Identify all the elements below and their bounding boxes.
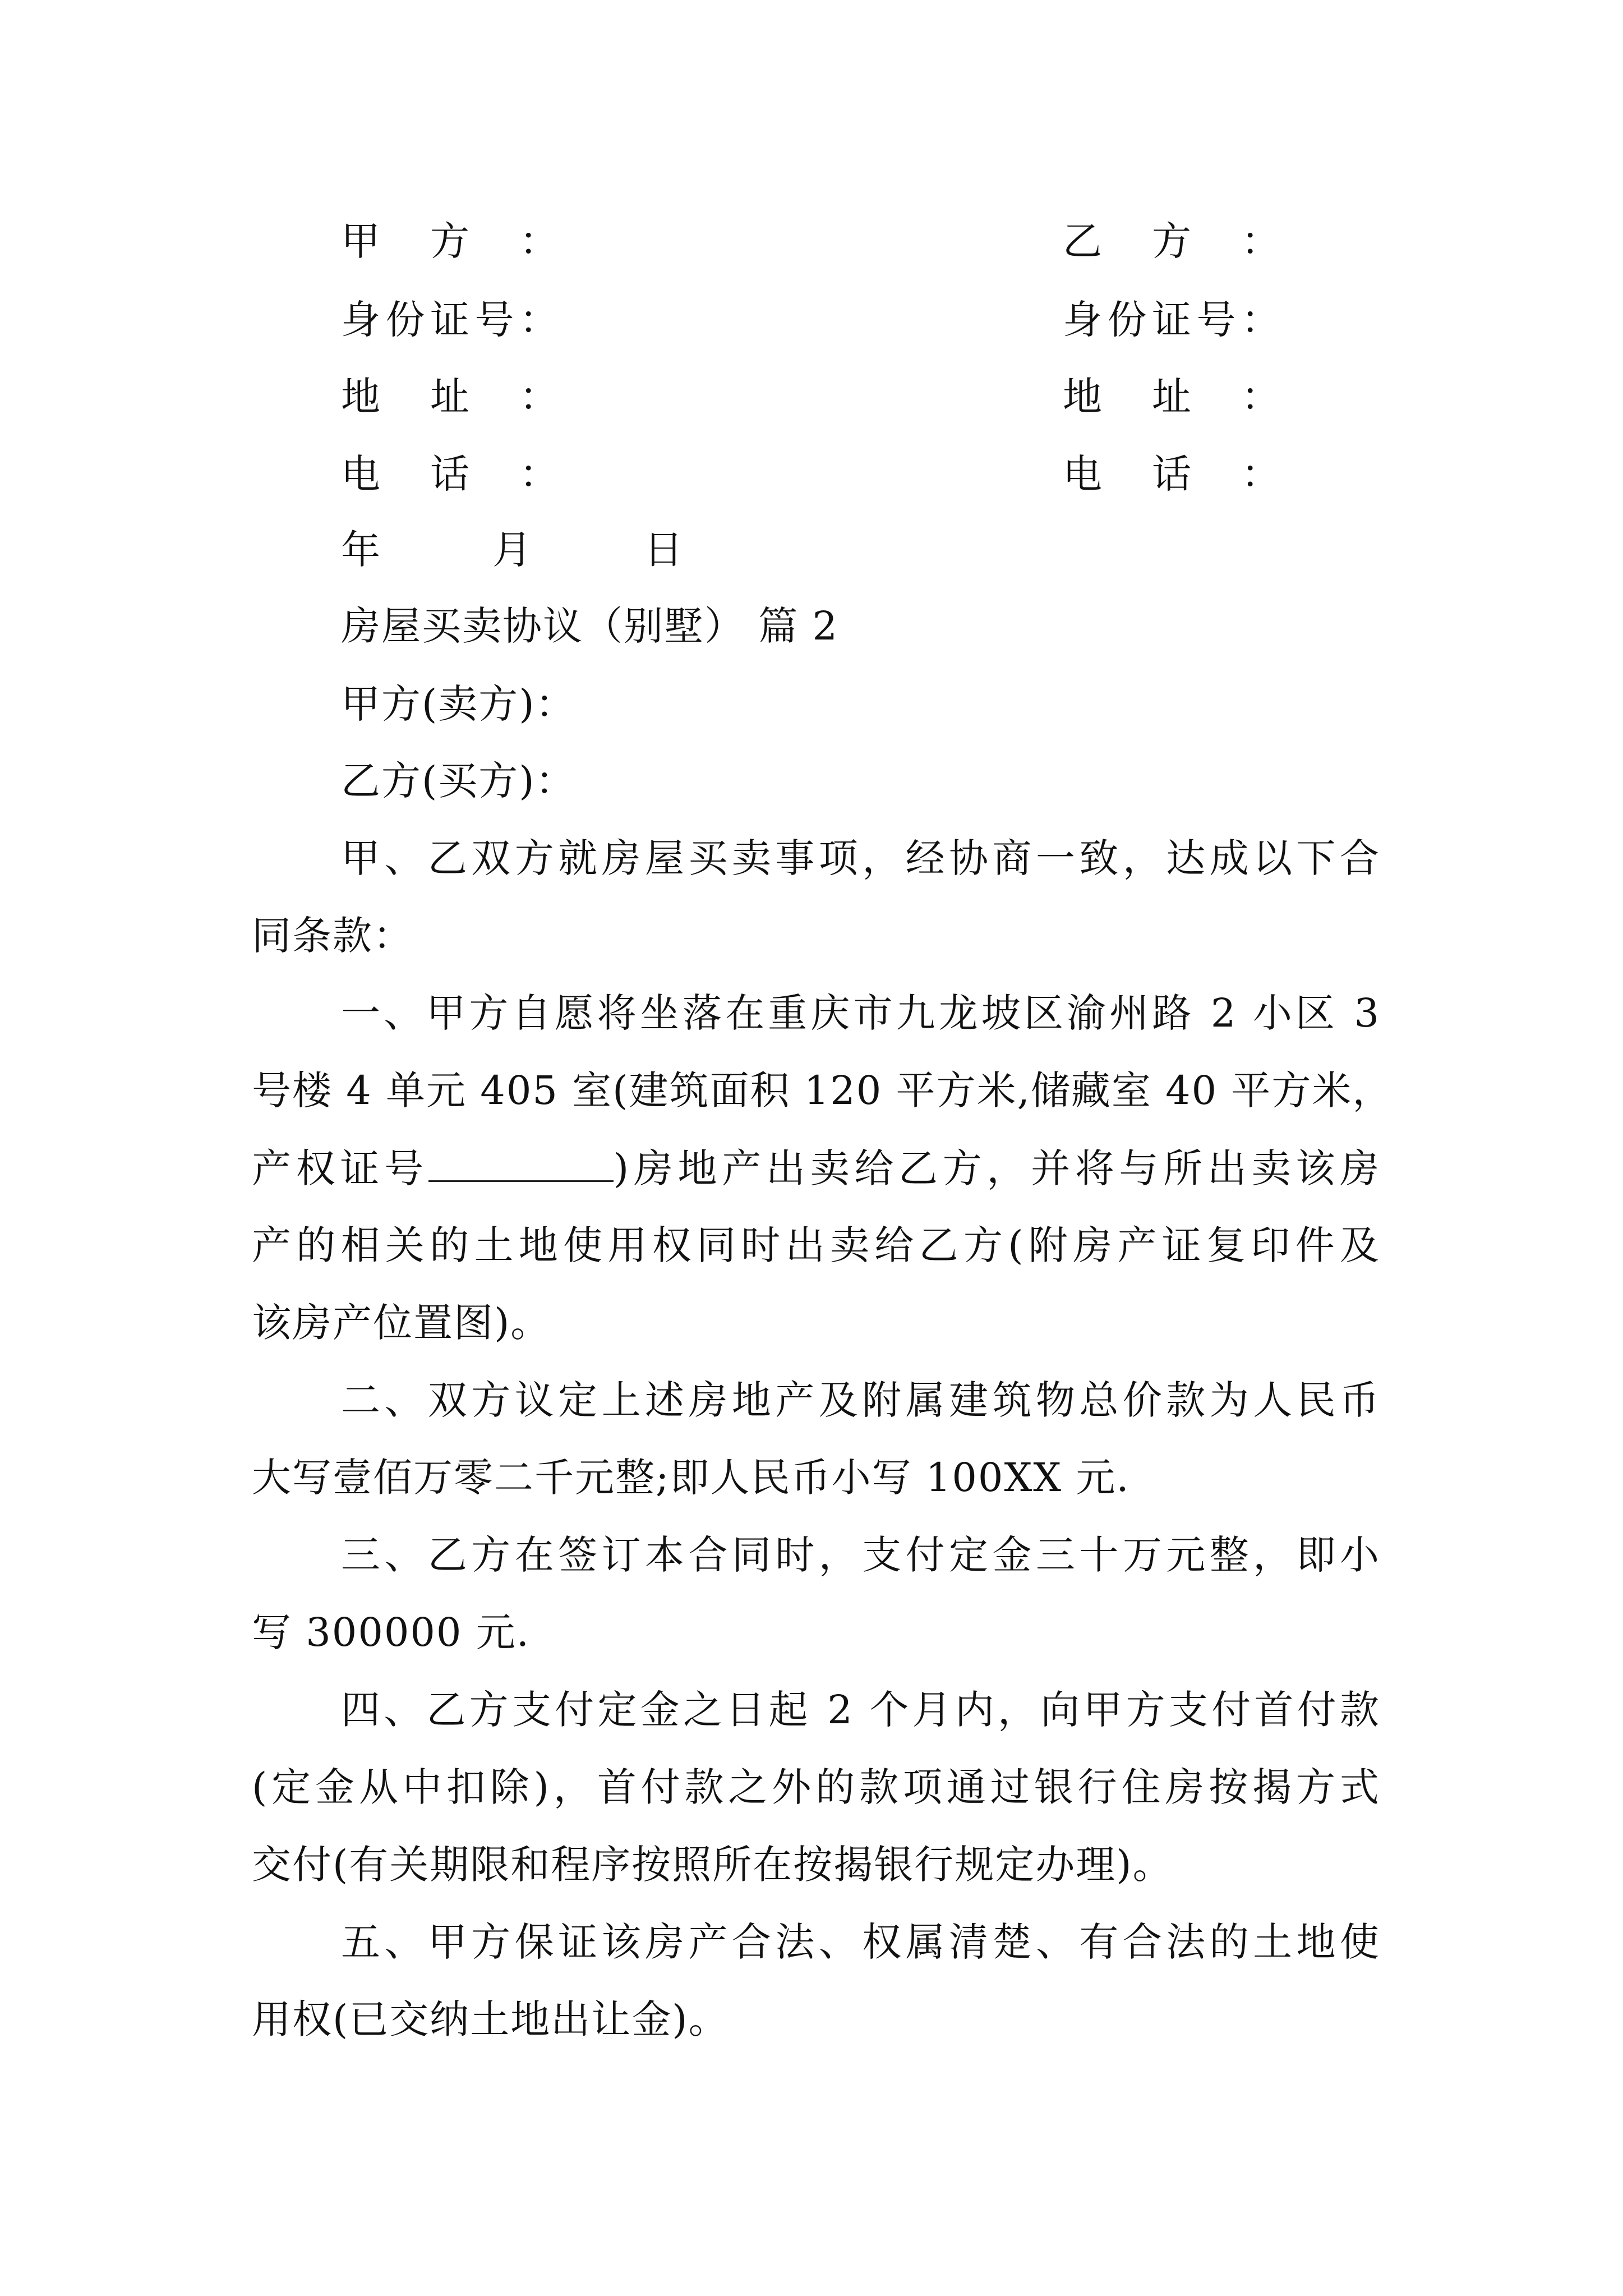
clause1-line-3	[252, 1145, 1380, 1191]
buyer-line: 乙方(买方)：	[341, 758, 576, 804]
date-year: 年	[341, 527, 381, 573]
clause4-line-1: 四、乙方支付定金之日起 2 个月内，向甲方支付首付款	[341, 1687, 1380, 1733]
clause5-line-2: 用权(已交纳土地出让金)。	[252, 1996, 729, 2042]
clause3-line-2: 写 300000 元.	[252, 1609, 530, 1655]
party-a-address-label: 地址：	[341, 374, 560, 420]
party-b-phone-label: 电话：	[1063, 451, 1281, 497]
cert-number-blank	[428, 1145, 614, 1182]
cert-suffix: )房地产出卖给乙方，并将与所出卖该房	[613, 1145, 1381, 1191]
clause4-line-2: (定金从中扣除)，首付款之外的款项通过银行住房按揭方式	[252, 1764, 1380, 1810]
clause1-line-1: 一、甲方自愿将坐落在重庆市九龙坡区渝州路 2 小区 3	[341, 990, 1380, 1036]
clause5-line-1: 五、甲方保证该房产合法、权属清楚、有合法的土地使	[341, 1919, 1380, 1965]
date-month: 月	[492, 527, 533, 573]
clause2-line-2: 大写壹佰万零二千元整;即人民币小写 100XX 元.	[252, 1455, 1130, 1501]
cert-prefix: 产权证号	[252, 1145, 428, 1191]
preamble-line-1: 甲、乙双方就房屋买卖事项，经协商一致，达成以下合	[341, 835, 1380, 881]
clause1-line-4: 产的相关的土地使用权同时出卖给乙方(附房产证复印件及	[252, 1222, 1380, 1268]
party-a-id-label: 身份证号：	[341, 297, 560, 343]
signing-date	[341, 527, 684, 572]
clause4-line-3: 交付(有关期限和程序按照所在按揭银行规定办理)。	[252, 1842, 1173, 1888]
seller-line: 甲方(卖方)：	[341, 681, 576, 727]
party-a-label: 甲方：	[341, 218, 560, 264]
preamble-line-2: 同条款：	[252, 913, 413, 959]
clause3-line-1: 三、乙方在签订本合同时，支付定金三十万元整，即小	[341, 1532, 1380, 1578]
clause2-line-1: 二、双方议定上述房地产及附属建筑物总价款为人民币	[341, 1377, 1380, 1423]
clause1-line-2: 号楼 4 单元 405 室(建筑面积 120 平方米,储藏室 40 平方米，	[252, 1068, 1393, 1114]
party-b-label: 乙方：	[1063, 218, 1281, 264]
agreement-title: 房屋买卖协议（别墅） 篇 2	[341, 603, 839, 649]
party-b-address-label: 地址：	[1063, 374, 1281, 420]
party-b-id-label: 身份证号：	[1063, 297, 1281, 343]
clause1-line-5: 该房产位置图)。	[252, 1300, 551, 1346]
party-a-phone-label: 电话：	[341, 451, 560, 497]
date-day: 日	[644, 527, 684, 573]
